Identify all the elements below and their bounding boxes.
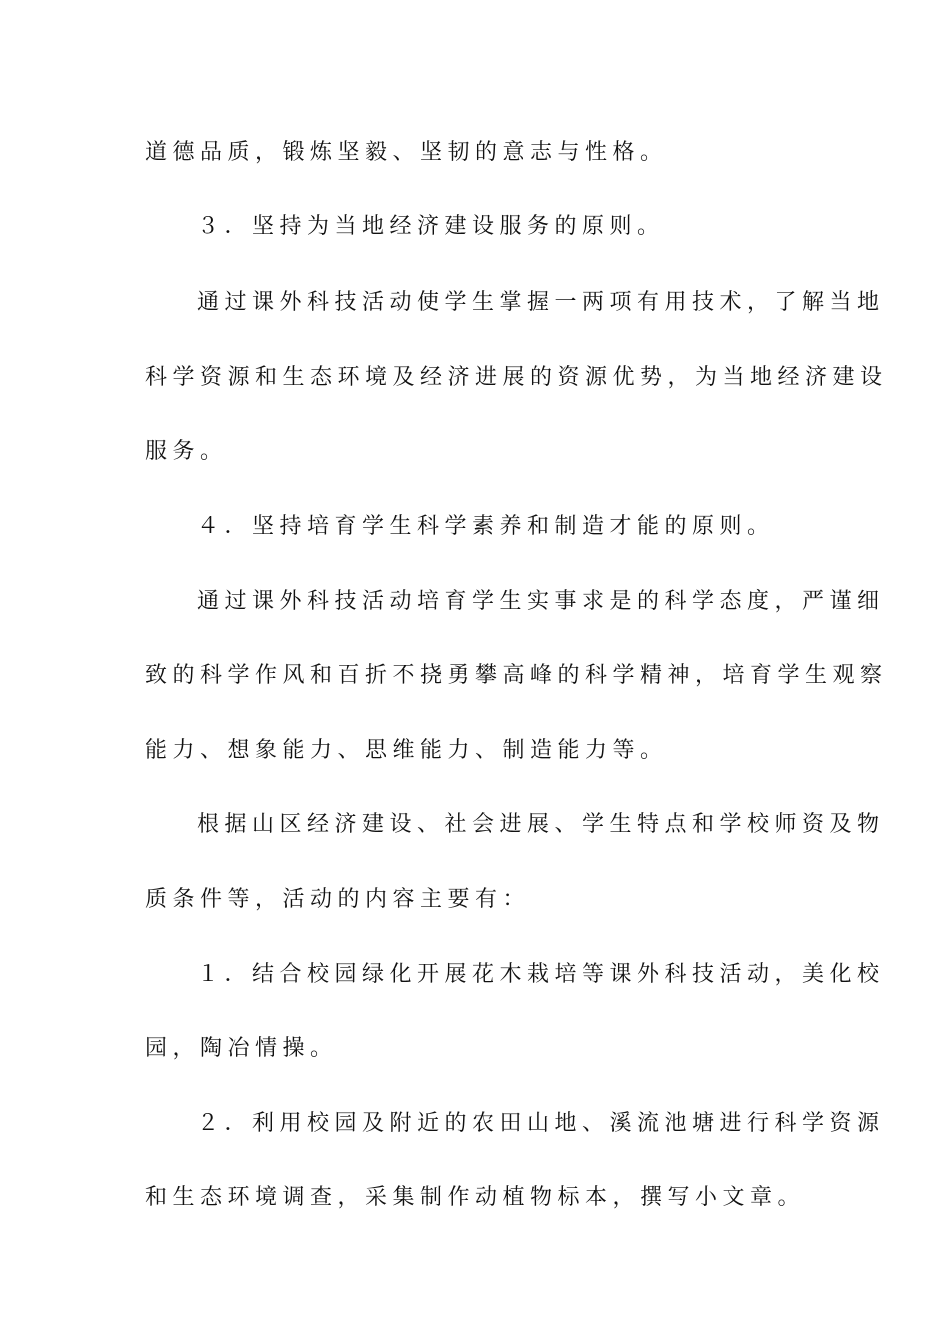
text-line: １．结合校园绿化开展花木栽培等课外科技活动，美化校 (197, 962, 885, 987)
text-line: 通过课外科技活动培育学生实事求是的科学态度，严谨细 (197, 589, 885, 614)
text-line: 通过课外科技活动使学生掌握一两项有用技术，了解当地 (197, 290, 885, 315)
text-line: ２．利用校园及附近的农田山地、溪流池塘进行科学资源 (197, 1111, 885, 1136)
text-line: 和生态环境调查，采集制作动植物标本，撰写小文章。 (145, 1185, 806, 1210)
text-line: 根据山区经济建设、社会进展、学生特点和学校师资及物 (197, 812, 885, 837)
text-line: ３．坚持为当地经济建设服务的原则。 (197, 214, 665, 239)
text-line: 道德品质，锻炼坚毅、坚韧的意志与性格。 (145, 140, 668, 165)
text-line: 园，陶冶情操。 (145, 1036, 338, 1061)
text-line: 质条件等，活动的内容主要有： (145, 887, 531, 912)
text-line: 致的科学作风和百折不挠勇攀高峰的科学精神，培育学生观察 (145, 663, 888, 688)
text-line: 科学资源和生态环境及经济进展的资源优势，为当地经济建设 (145, 365, 888, 390)
text-line: 能力、想象能力、思维能力、制造能力等。 (145, 738, 668, 763)
text-line: ４．坚持培育学生科学素养和制造才能的原则。 (197, 514, 775, 539)
text-line: 服务。 (145, 439, 228, 464)
